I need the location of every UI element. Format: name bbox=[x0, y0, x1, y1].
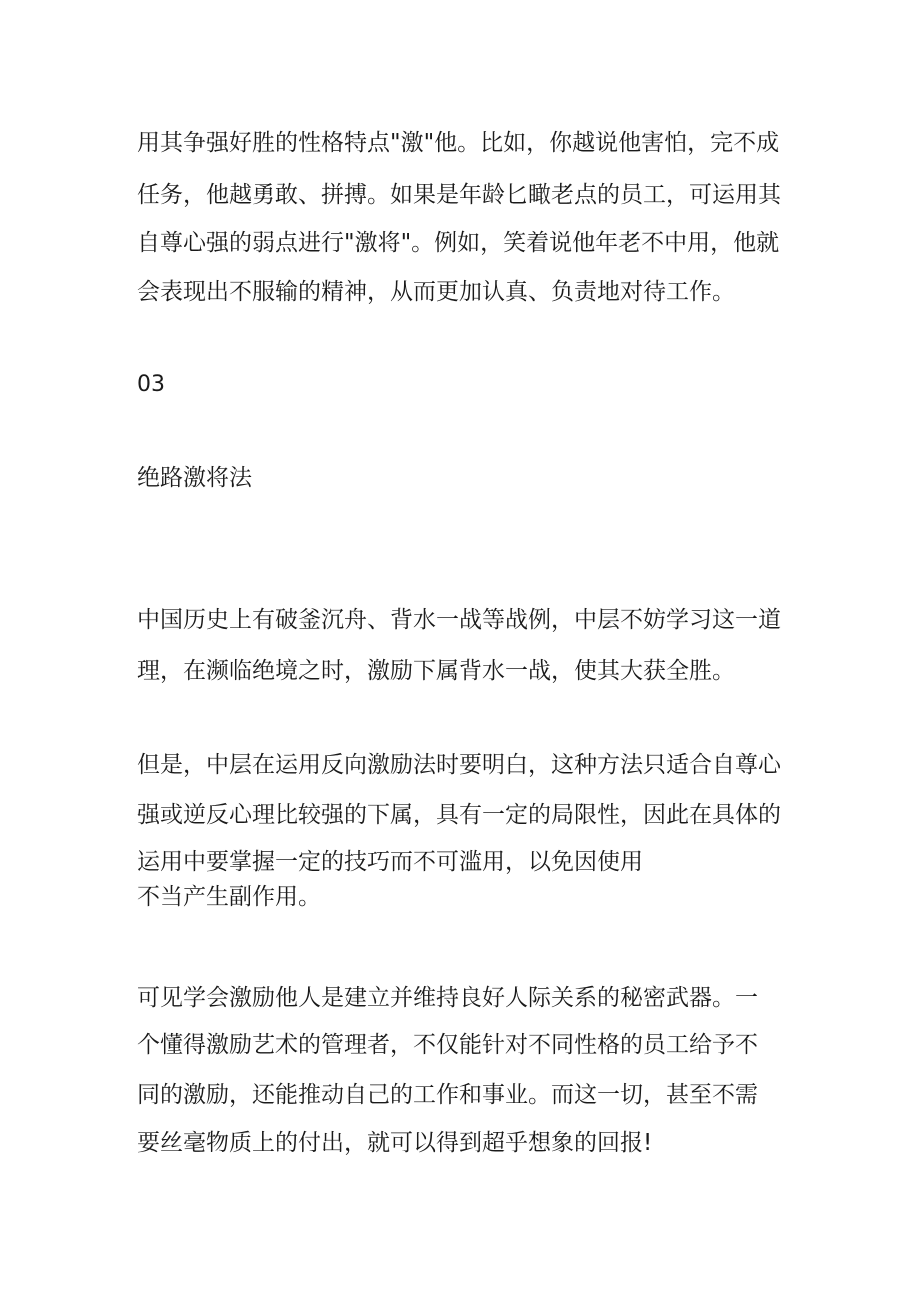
paragraph-1-line-4: 会表现出不服输的精神，从而更加认真、负责地对待工作。 bbox=[137, 279, 735, 305]
paragraph-3-line-1: 但是，中层在运用反向激励法时要明白，这种方法只适合自尊心 bbox=[137, 752, 781, 778]
paragraph-1-line-1: 用其争强好胜的性格特点"激"他。比如，你越说他害怕，完不成 bbox=[137, 130, 780, 156]
paragraph-4-line-1: 可见学会激励他人是建立并维持良好人际关系的秘密武器。一 bbox=[137, 985, 758, 1011]
paragraph-2-line-2: 理，在濒临绝境之时，激励下属背水一战，使其大获全胜。 bbox=[137, 658, 735, 684]
paragraph-3-line-2: 强或逆反心理比较强的下属，具有一定的局限性，因此在具体的 bbox=[137, 802, 781, 828]
paragraph-4-line-4: 要丝毫物质上的付出，就可以得到超乎想象的回报! bbox=[137, 1130, 653, 1156]
paragraph-3-line-4: 不当产生副作用。 bbox=[137, 884, 321, 910]
paragraph-1-line-2: 任务，他越勇敢、拼搏。如果是年龄匕瞰老点的员工，可运用其 bbox=[137, 182, 781, 208]
paragraph-4-line-3: 同的激励，还能推动自己的工作和事业。而这一切，甚至不需 bbox=[137, 1082, 758, 1108]
paragraph-4-line-2: 个懂得激励艺术的管理者，不仅能针对不同性格的员工给予不 bbox=[137, 1032, 758, 1058]
paragraph-3-line-3: 运用中要掌握一定的技巧而不可滥用，以免因使用 bbox=[137, 849, 643, 875]
section-number: 03 bbox=[137, 372, 165, 397]
section-title: 绝路激将法 bbox=[137, 465, 252, 491]
paragraph-2-line-1: 中国历史上有破釜沉舟、背水一战等战例，中层不妨学习这一道 bbox=[137, 607, 781, 633]
paragraph-1-line-3: 自尊心强的弱点进行"激将"。例如，笑着说他年老不中用，他就 bbox=[137, 230, 780, 256]
